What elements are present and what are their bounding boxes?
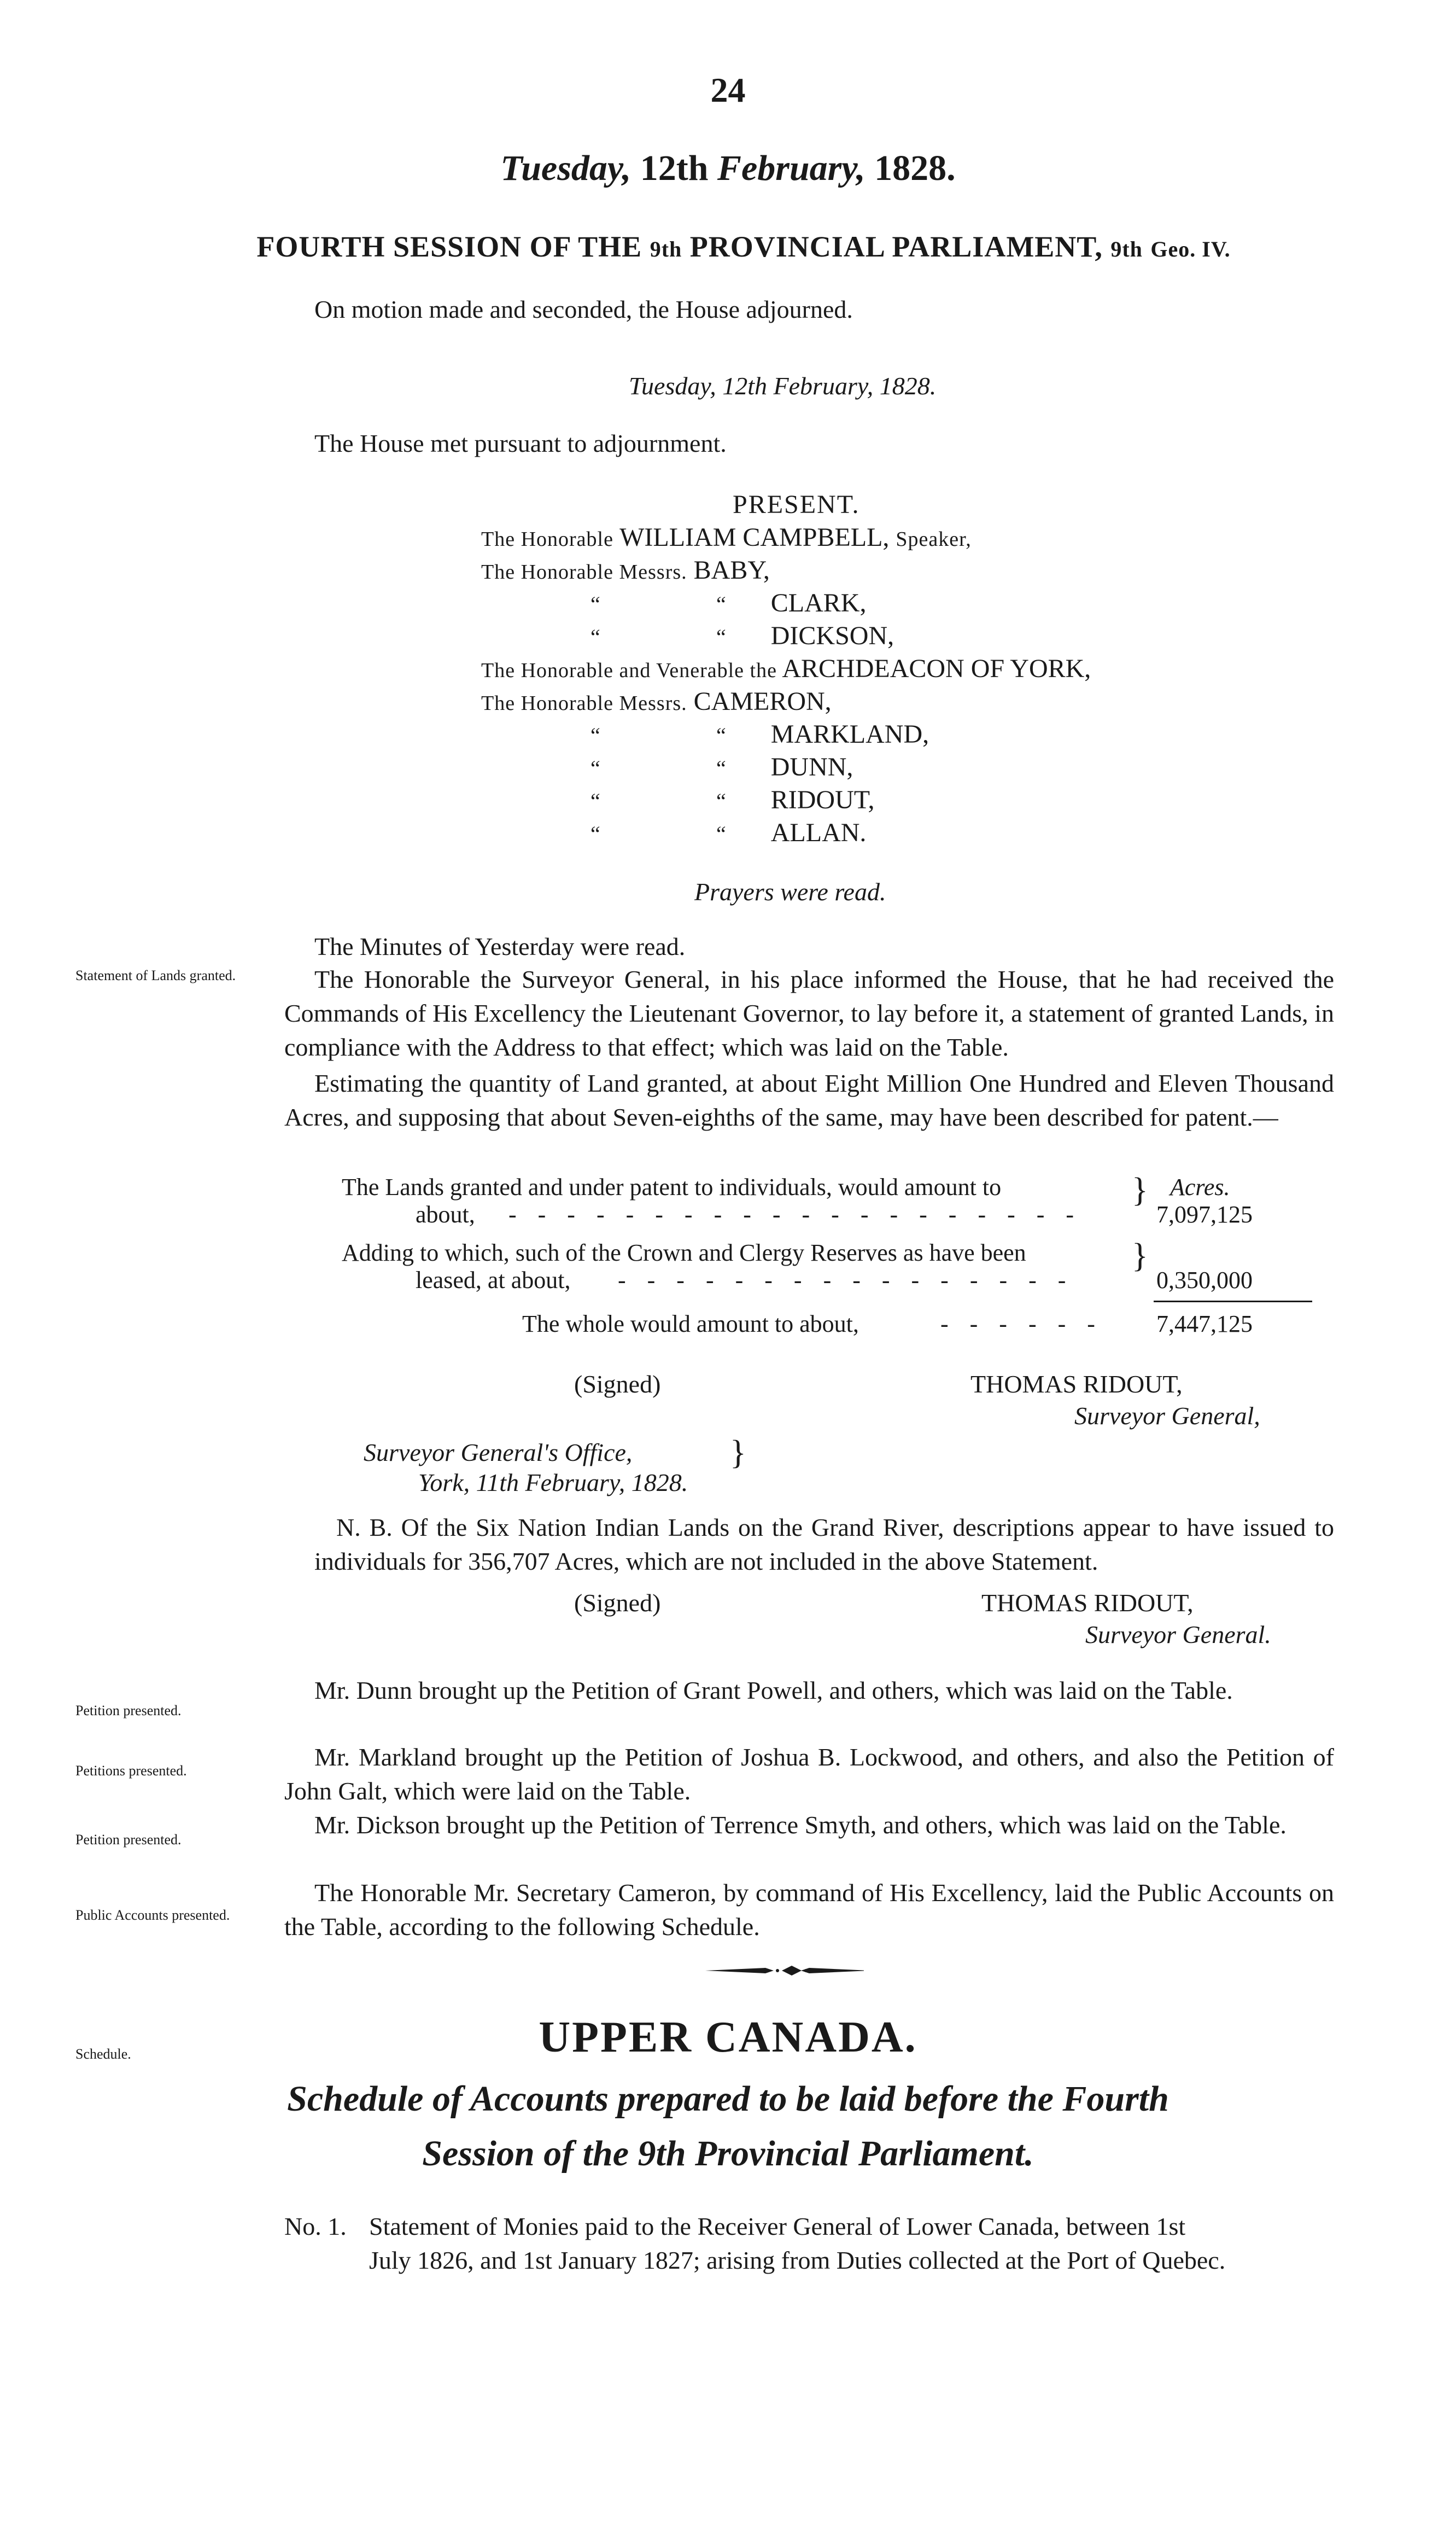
- member-name: BABY,: [693, 556, 770, 585]
- brace: }: [1132, 1237, 1148, 1274]
- estimating-paragraph: Estimating the quantity of Land granted, at about Eight Million One Hundred and Eleven Thousand Acres, and supposing that about Seven-eighths of the same, may have been described for patent.—: [284, 1069, 1334, 1131]
- brace: }: [1132, 1172, 1148, 1209]
- office-line-1: Surveyor General's Office,: [364, 1438, 633, 1466]
- margin-note-petition: Petition presented.: [75, 1703, 182, 1718]
- signatory-title: Surveyor General,: [1074, 1402, 1260, 1430]
- member-row: [481, 654, 1091, 684]
- date-day: 12th: [640, 148, 709, 188]
- date-heading: [0, 148, 1456, 189]
- land-row-2-value: 0,350,000: [1156, 1267, 1253, 1293]
- session-ordinal1: 9th: [650, 237, 682, 261]
- present-title: PRESENT.: [733, 490, 860, 519]
- ditto-mark: “: [590, 625, 600, 649]
- page-number: 24: [710, 71, 746, 109]
- member-row: [716, 752, 853, 782]
- date-year: 1828.: [874, 148, 956, 188]
- date-weekday: Tuesday,: [500, 148, 631, 188]
- adjourn-line: On motion made and seconded, the House adjourned.: [314, 295, 853, 323]
- ditto-mark: “: [590, 592, 600, 616]
- member-prefix: The Honorable: [481, 528, 613, 551]
- ditto-mark: “: [716, 789, 726, 813]
- accounts-paragraph: The Honorable Mr. Secretary Cameron, by command of His Excellency, laid the Public Accounts on the Table, according to the following Schedule.: [284, 1879, 1334, 1941]
- margin-note-schedule: Schedule.: [75, 2046, 131, 2062]
- leader-dots: - - - - - - - - - - - - - - - - - - - -: [508, 1201, 1082, 1228]
- member-name: WILLIAM CAMPBELL,: [619, 523, 890, 552]
- land-row-2-line-2: leased, at about,: [416, 1267, 571, 1293]
- member-name: MARKLAND,: [770, 720, 929, 749]
- upper-canada-heading: UPPER CANADA.: [539, 2013, 917, 2061]
- petition-markland: Mr. Markland brought up the Petition of Joshua B. Lockwood, and others, and also the Petition of John Galt, which were laid on the Table.: [284, 1743, 1334, 1805]
- member-row: [590, 588, 600, 618]
- ditto-mark: “: [716, 821, 726, 846]
- sub-date: Tuesday, 12th February, 1828.: [629, 372, 937, 400]
- member-name: CAMERON,: [693, 687, 832, 716]
- ditto-mark: “: [716, 625, 726, 649]
- member-name: DICKSON,: [770, 621, 894, 650]
- item-number: No. 1.: [284, 2212, 347, 2240]
- sum-rule: [1154, 1301, 1312, 1302]
- member-row: [716, 588, 866, 618]
- ornament-divider-icon: [705, 1962, 864, 1979]
- session-part2: PROVINCIAL PARLIAMENT,: [689, 230, 1103, 263]
- ditto-mark: “: [716, 723, 726, 748]
- member-row: [481, 522, 972, 552]
- member-row: [716, 818, 866, 848]
- member-suffix: Speaker,: [896, 528, 972, 551]
- land-row-1-line-2: about,: [416, 1201, 475, 1228]
- member-name: RIDOUT,: [770, 785, 875, 814]
- schedule-title-line-2: Session of the 9th Provincial Parliament.: [422, 2134, 1034, 2174]
- session-ordinal2: 9th: [1110, 237, 1143, 261]
- margin-note-petitions: Petitions presented.: [75, 1763, 187, 1779]
- member-name: CLARK,: [770, 588, 867, 617]
- land-total-label: The whole would amount to about,: [522, 1310, 859, 1337]
- margin-note-accounts: Public Accounts presented.: [75, 1907, 230, 1923]
- member-name: ALLAN.: [770, 818, 867, 847]
- brace: }: [730, 1434, 746, 1471]
- petition-dunn: Mr. Dunn brought up the Petition of Grant Powell, and others, which was laid on the Table.: [314, 1676, 1233, 1704]
- land-total-value: 7,447,125: [1156, 1310, 1253, 1337]
- ditto-mark: “: [590, 789, 600, 813]
- acres-unit: Acres.: [1170, 1174, 1230, 1201]
- member-prefix: The Honorable Messrs.: [481, 561, 687, 584]
- ditto-mark: “: [590, 756, 600, 780]
- signed-label: (Signed): [574, 1370, 661, 1398]
- leader-dots: - - - - - - - - - - - - - - - -: [618, 1267, 1074, 1293]
- member-row: [481, 555, 770, 585]
- office-line-2: York, 11th February, 1828.: [418, 1469, 688, 1496]
- member-row: [590, 719, 600, 749]
- member-row: [481, 686, 832, 716]
- nb-paragraph: N. B. Of the Six Nation Indian Lands on the Grand River, descriptions appear to have issued to individuals for 356,707 Acres, which are not included in the above Statement.: [314, 1513, 1334, 1575]
- item-line-1: Statement of Monies paid to the Receiver General of Lower Canada, between 1st: [369, 2212, 1186, 2240]
- ditto-mark: “: [716, 756, 726, 780]
- petition-dickson: Mr. Dickson brought up the Petition of Terrence Smyth, and others, which was laid on the Table.: [314, 1811, 1287, 1839]
- ditto-mark: “: [716, 592, 726, 616]
- met-line: The House met pursuant to adjournment.: [314, 429, 727, 457]
- land-row-1-value: 7,097,125: [1156, 1201, 1253, 1228]
- surveyor-paragraph: The Honorable the Surveyor General, in his place informed the House, that he had received the Commands of His Excellency the Lieutenant Governor, to lay before it, a statement of granted Lands, in compliance with the Address to that effect; which was laid on the Table.: [284, 965, 1334, 1061]
- signatory-name: THOMAS RIDOUT,: [970, 1370, 1183, 1398]
- member-row: [590, 785, 600, 815]
- margin-note-petition: Petition presented.: [75, 1832, 182, 1848]
- member-name: DUNN,: [770, 753, 853, 782]
- land-row-1-line-1: The Lands granted and under patent to individuals, would amount to: [342, 1174, 1002, 1201]
- ditto-mark: “: [590, 723, 600, 748]
- member-row: [716, 719, 929, 749]
- land-row-2-line-1: Adding to which, such of the Crown and Clergy Reserves as have been: [342, 1239, 1026, 1266]
- signatory-title: Surveyor General.: [1085, 1621, 1271, 1648]
- member-prefix: The Honorable and Venerable the: [481, 659, 777, 682]
- minutes-line: The Minutes of Yesterday were read.: [314, 933, 686, 960]
- signed-label: (Signed): [574, 1589, 661, 1617]
- member-row: [716, 621, 894, 651]
- member-row: [590, 818, 600, 848]
- member-name: ARCHDEACON OF YORK,: [782, 654, 1091, 683]
- signatory-name: THOMAS RIDOUT,: [981, 1589, 1194, 1617]
- member-row: [716, 785, 875, 815]
- date-month: February,: [717, 148, 866, 188]
- leader-dots: - - - - - -: [940, 1310, 1103, 1337]
- session-heading: [142, 230, 1345, 264]
- member-row: [590, 752, 600, 782]
- schedule-title-line-1: Schedule of Accounts prepared to be laid before the Fourth: [287, 2079, 1169, 2119]
- item-line-2: July 1826, and 1st January 1827; arising from Duties collected at the Port of Quebec.: [369, 2246, 1226, 2274]
- prayers-line: Prayers were read.: [694, 878, 886, 906]
- session-part3: Geo. IV.: [1150, 237, 1231, 261]
- member-prefix: The Honorable Messrs.: [481, 692, 687, 715]
- ditto-mark: “: [590, 821, 600, 846]
- member-row: [590, 621, 600, 651]
- margin-note-lands: Statement of Lands granted.: [75, 968, 236, 983]
- session-part1: FOURTH SESSION OF THE: [256, 230, 642, 263]
